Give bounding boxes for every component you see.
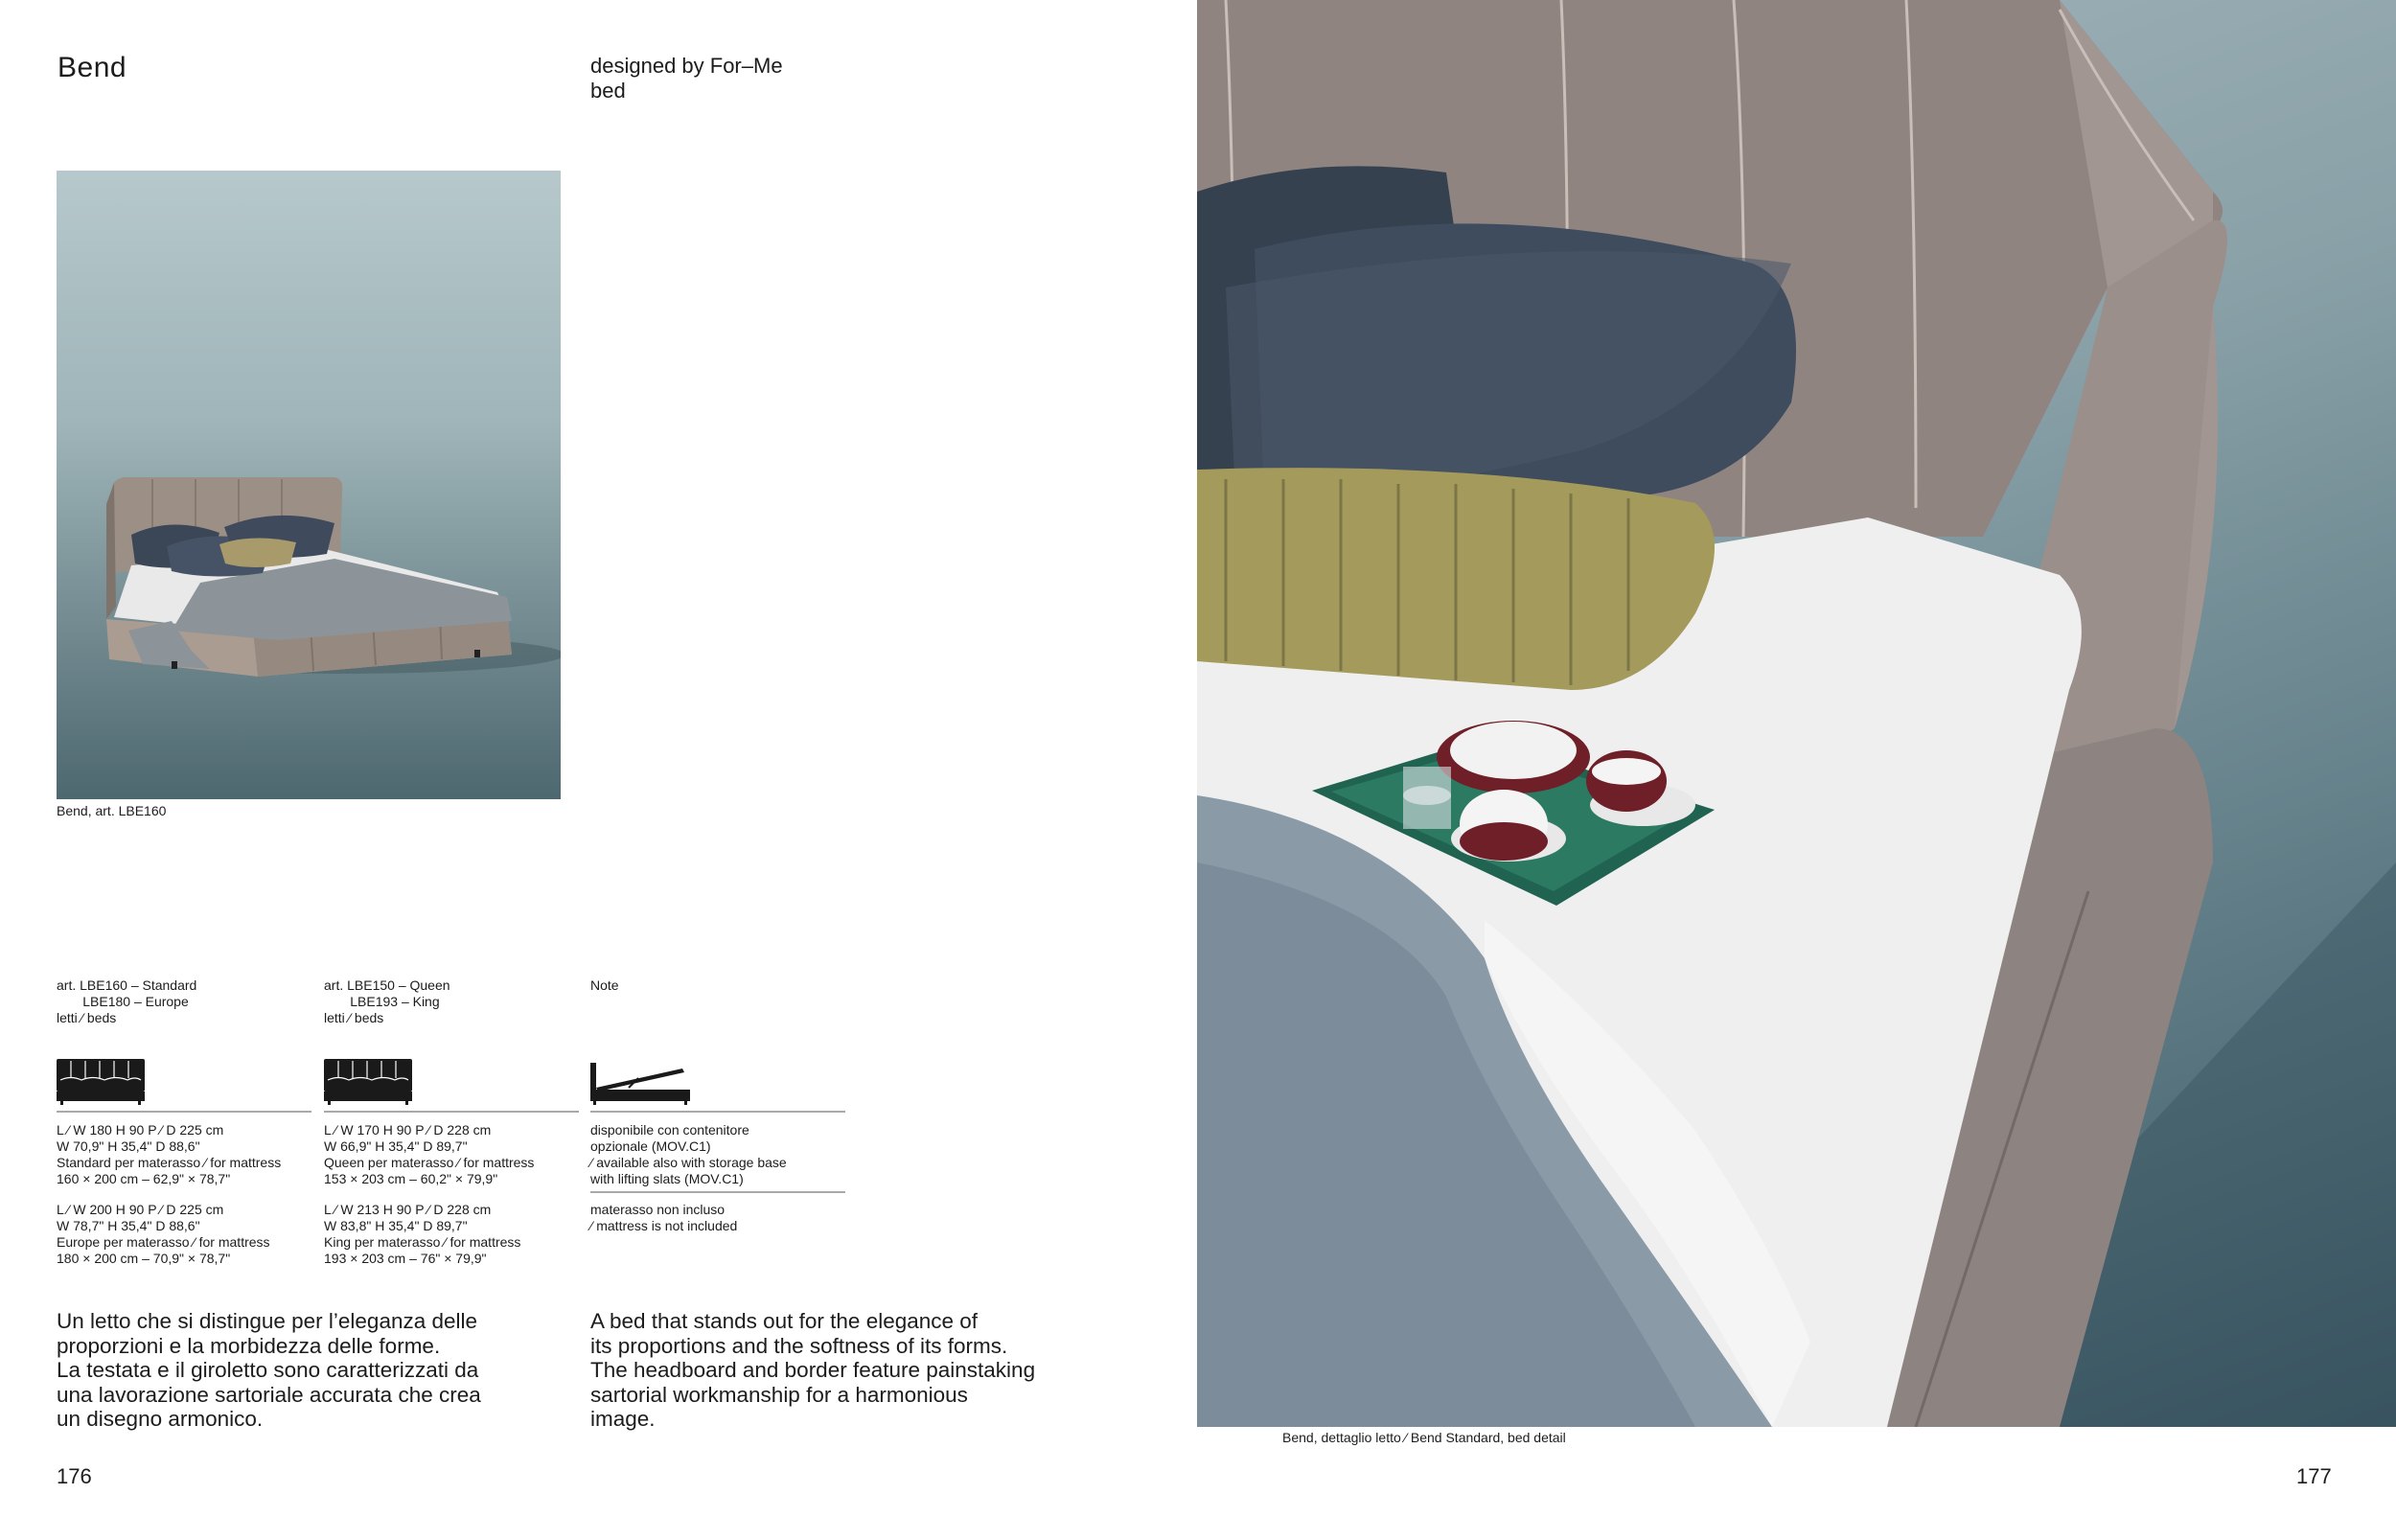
paragraph-line: its proportions and the softness of its forms.	[590, 1333, 1008, 1358]
spec-line: King per materasso ⁄ for mattress	[324, 1234, 521, 1250]
note-line: opzionale (MOV.C1)	[590, 1138, 711, 1154]
designer-line: designed by For–Me	[590, 54, 783, 78]
paragraph-line: una lavorazione sartoriale accurata che crea	[57, 1382, 481, 1407]
paragraph-line: A bed that stands out for the elegance of	[590, 1309, 979, 1333]
page-title: Bend	[58, 52, 127, 83]
paragraph-line: The headboard and border feature painstaking	[590, 1358, 1036, 1382]
spec-line: W 78,7" H 35,4" D 88,6"	[57, 1218, 200, 1233]
paragraph-line: sartorial workmanship for a harmonious	[590, 1382, 968, 1407]
divider-rule	[590, 1191, 845, 1193]
note-line: materasso non incluso	[590, 1202, 726, 1217]
spec-line: W 83,8" H 35,4" D 89,7"	[324, 1218, 468, 1233]
product-photo-bend	[57, 171, 561, 799]
note-line: with lifting slats (MOV.C1)	[590, 1171, 744, 1186]
spec-line: 193 × 203 cm – 76" × 79,9"	[324, 1251, 487, 1266]
description-italian	[57, 1309, 481, 1432]
large-photo-caption: Bend, dettaglio letto ⁄ Bend Standard, bed detail	[1282, 1430, 1566, 1445]
spec-column-1-block-2	[57, 1202, 270, 1267]
spec-column-2-block-1	[324, 1122, 534, 1187]
divider-rule	[57, 1111, 311, 1113]
paragraph-line: La testata e il giroletto sono caratterizzati da	[57, 1358, 479, 1382]
spec-line: W 70,9" H 35,4" D 88,6"	[57, 1138, 200, 1154]
note-column-head	[590, 977, 619, 994]
note-block-2	[590, 1202, 737, 1234]
spec-line: L ⁄ W 200 H 90 P ⁄ D 225 cm	[57, 1202, 224, 1217]
spec-line: L ⁄ W 180 H 90 P ⁄ D 225 cm	[57, 1122, 224, 1138]
bed-detail-photo	[1197, 0, 2396, 1427]
small-photo-caption: Bend, art. LBE160	[57, 803, 167, 818]
spec-line: L ⁄ W 170 H 90 P ⁄ D 228 cm	[324, 1122, 492, 1138]
storage-base-icon	[590, 1059, 690, 1109]
spec-line: 153 × 203 cm – 60,2" × 79,9"	[324, 1171, 498, 1186]
category-line: letti ⁄ beds	[57, 1010, 117, 1025]
article-line: art. LBE150 – Queen	[324, 977, 450, 993]
note-line: ⁄ mattress is not included	[590, 1218, 738, 1233]
article-line: LBE180 – Europe	[57, 994, 189, 1009]
paragraph-line: image.	[590, 1407, 656, 1431]
paragraph-line: un disegno armonico.	[57, 1407, 264, 1431]
category-line: bed	[590, 79, 626, 103]
bed-side-icon	[324, 1059, 412, 1109]
note-heading: Note	[590, 977, 619, 993]
bed-photo-illustration	[57, 171, 561, 799]
spec-line: L ⁄ W 213 H 90 P ⁄ D 228 cm	[324, 1202, 492, 1217]
designer-credit	[590, 54, 783, 103]
spec-line: W 66,9" H 35,4" D 89,7"	[324, 1138, 468, 1154]
article-line: LBE193 – King	[324, 994, 440, 1009]
note-block-1	[590, 1122, 787, 1187]
paragraph-line: proporzioni e la morbidezza delle forme.	[57, 1333, 441, 1358]
spec-line: 180 × 200 cm – 70,9" × 78,7"	[57, 1251, 231, 1266]
divider-rule	[590, 1111, 845, 1113]
spec-column-2-block-2	[324, 1202, 520, 1267]
note-line: ⁄ available also with storage base	[590, 1155, 787, 1170]
page-number-left: 176	[57, 1464, 92, 1488]
spec-column-1-block-1	[57, 1122, 281, 1187]
bed-side-icon	[57, 1059, 145, 1109]
note-line: disponibile con contenitore	[590, 1122, 749, 1138]
description-english	[590, 1309, 1035, 1432]
spec-column-1-head	[57, 977, 196, 1026]
article-line: art. LBE160 – Standard	[57, 977, 197, 993]
bed-detail-illustration	[1197, 0, 2396, 1427]
spec-line: 160 × 200 cm – 62,9" × 78,7"	[57, 1171, 231, 1186]
paragraph-line: Un letto che si distingue per l’eleganza delle	[57, 1309, 478, 1333]
spec-column-2-head	[324, 977, 450, 1026]
category-line: letti ⁄ beds	[324, 1010, 384, 1025]
spec-line: Queen per materasso ⁄ for mattress	[324, 1155, 535, 1170]
spec-line: Standard per materasso ⁄ for mattress	[57, 1155, 282, 1170]
divider-rule	[324, 1111, 579, 1113]
page-number-right: 177	[2296, 1464, 2332, 1488]
spec-line: Europe per materasso ⁄ for mattress	[57, 1234, 270, 1250]
